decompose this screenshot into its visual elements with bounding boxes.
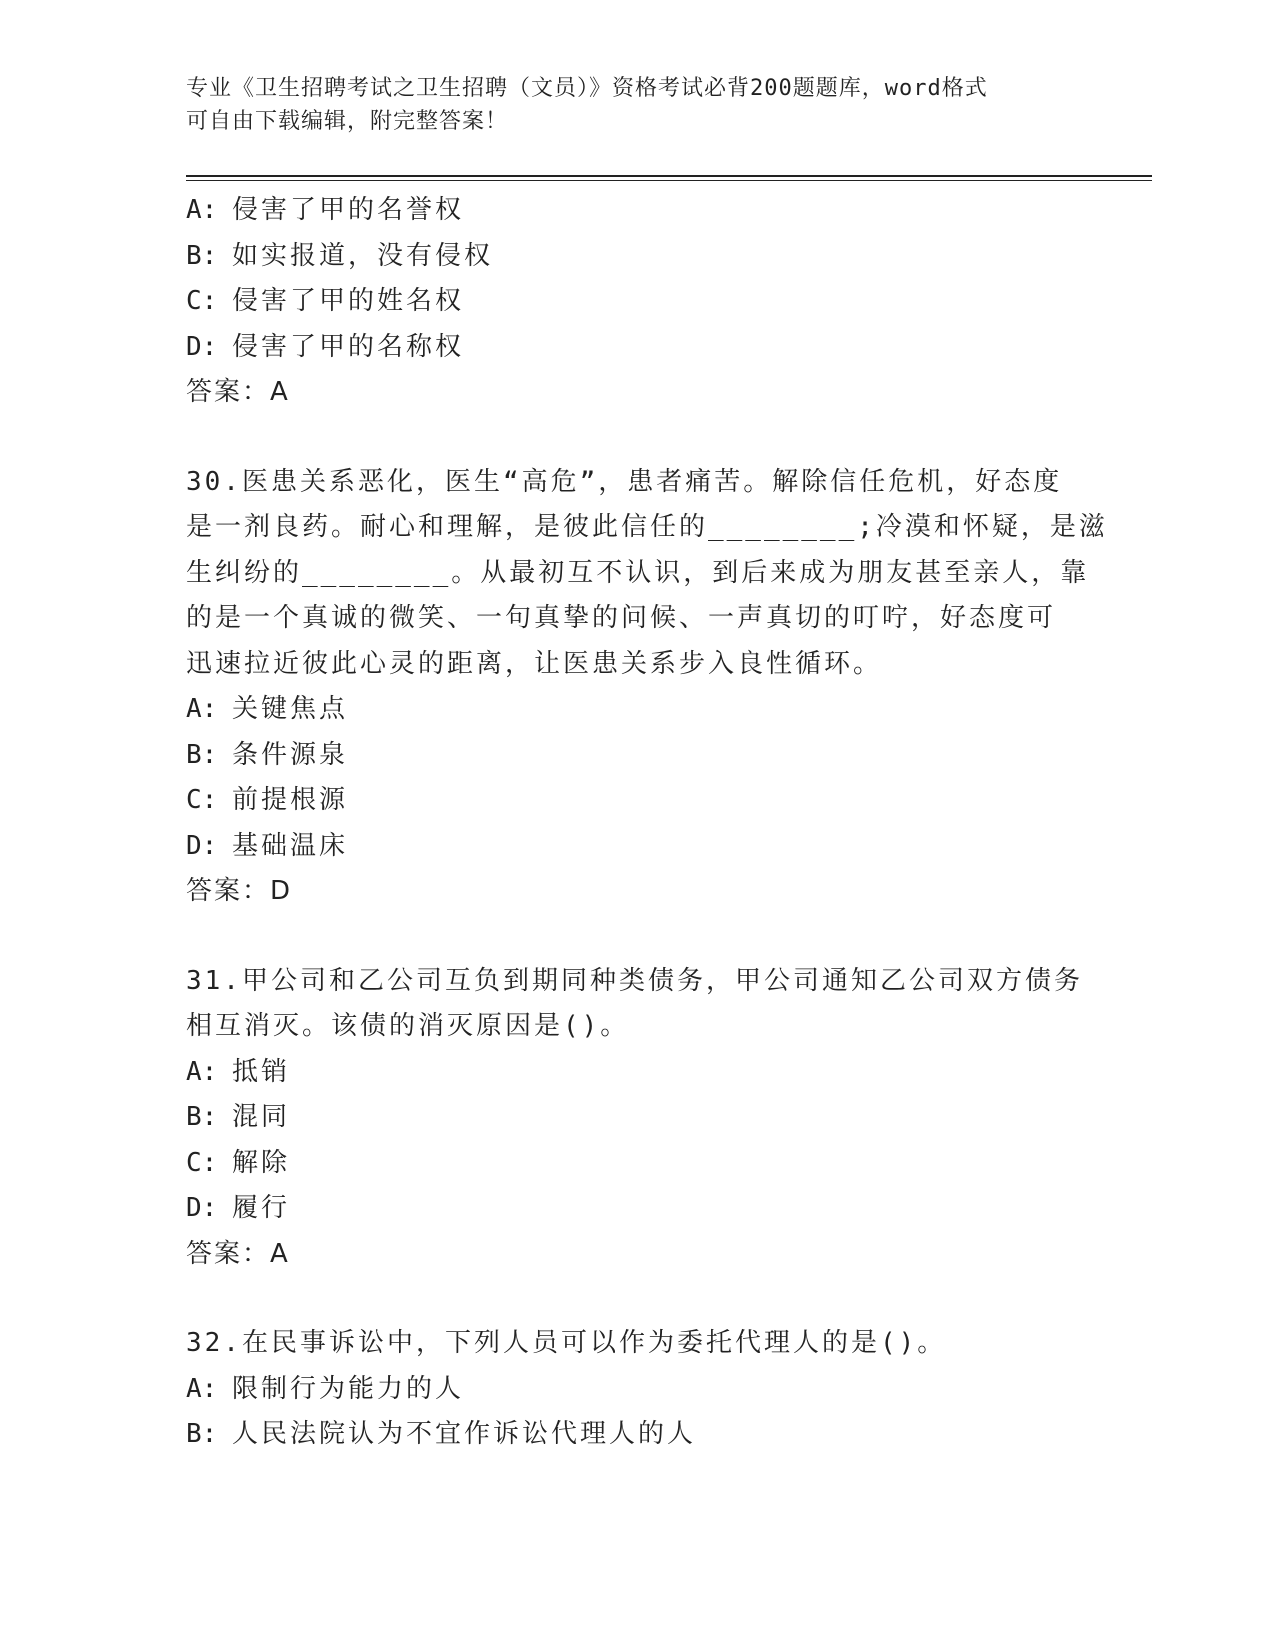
answer: 答案：A [186, 1238, 290, 1269]
question-block-29 [186, 188, 1086, 416]
answer: 答案：A [186, 377, 290, 407]
question-block-31 [186, 959, 1086, 1278]
question-block-30 [186, 460, 1108, 915]
option-a: A: 侵害了甲的名誉权 [186, 195, 465, 225]
option-b: B: 人民法院认为不宜作诉讼代理人的人 [186, 1419, 697, 1449]
option-d: D: 侵害了甲的名称权 [186, 331, 465, 362]
document-header [186, 72, 1066, 138]
option-a: A: 抵销 [186, 1056, 291, 1087]
header-line-2: 可自由下载编辑，附完整答案！ [186, 109, 509, 134]
option-a: A: 限制行为能力的人 [186, 1373, 465, 1404]
option-c: C: 侵害了甲的姓名权 [186, 286, 465, 316]
option-b: B: 条件源泉 [186, 739, 349, 770]
question-list [186, 188, 1108, 1458]
option-d: D: 基础温床 [186, 830, 349, 861]
question-stem: 31.甲公司和乙公司互负到期同种类债务，甲公司通知乙公司双方债务 相互消灭。该债的消灭原因是()。 [186, 965, 1083, 1041]
question-block-32 [186, 1321, 1086, 1458]
option-b: B: 混同 [186, 1102, 291, 1132]
header-divider-thick [186, 175, 1152, 177]
option-c: C: 前提根源 [186, 785, 349, 815]
option-c: C: 解除 [186, 1147, 291, 1178]
question-stem: 32.在民事诉讼中，下列人员可以作为委托代理人的是()。 [186, 1328, 947, 1358]
header-divider-thin [186, 180, 1152, 181]
option-d: D: 履行 [186, 1193, 291, 1223]
option-a: A: 关键焦点 [186, 694, 349, 724]
question-stem: 30.医患关系恶化，医生“高危”，患者痛苦。解除信任危机，好态度 是一剂良药。耐心和理解，是彼此信任的________;冷漠和怀疑，是滋 生纠纷的________。从最初互不认识，到后来成为朋友甚至亲人，靠 的是一个真诚的微笑、一句真挚的问候、一声真切的叮咛，好态度可 迅速拉近彼此心灵的距离，让医患关系步入良性循环。 [186, 466, 1108, 679]
option-b: B: 如实报道，没有侵权 [186, 240, 494, 271]
answer: 答案：D [186, 876, 293, 906]
header-line-1: 专业《卫生招聘考试之卫生招聘（文员）》资格考试必背200题题库，word格式 [186, 76, 988, 101]
